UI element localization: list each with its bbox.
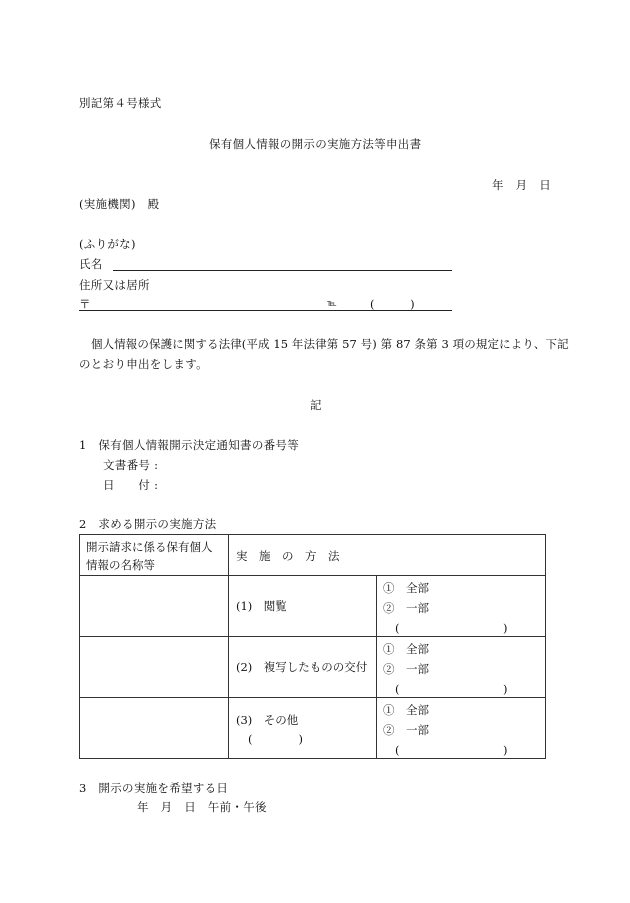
option-detail-parens[interactable]: ( )	[395, 743, 508, 757]
option-partial[interactable]: ② 一部	[383, 601, 429, 615]
body-line-1: 個人情報の保護に関する法律(平成 15 年法律第 57 号) 第 87 条第 3 項の規定により、下記	[91, 337, 569, 351]
option-all[interactable]: ① 全部	[383, 703, 429, 717]
col1-header: 開示請求に係る保有個人 情報の名称等	[80, 535, 229, 576]
postal-mark: 〒	[79, 297, 91, 311]
furigana-label: (ふりがな)	[79, 237, 136, 251]
tel-parens: ( )	[370, 297, 415, 311]
col2-header: 実 施 の 方 法	[229, 535, 546, 576]
option-cell	[377, 576, 546, 637]
submission-date: 年 月 日	[492, 178, 551, 192]
table-row	[80, 637, 546, 698]
section-1-heading: 1 保有個人情報開示決定通知書の番号等	[79, 438, 300, 452]
info-name-cell[interactable]	[80, 698, 229, 759]
option-partial[interactable]: ② 一部	[383, 662, 429, 676]
option-detail-parens[interactable]: ( )	[395, 621, 508, 635]
address-underline	[79, 310, 452, 311]
method-cell: (3) その他 ( )	[229, 698, 377, 759]
option-all[interactable]: ① 全部	[383, 642, 429, 656]
document-number-label: 文書番号 :	[103, 458, 159, 472]
form-label: 別記第４号様式	[79, 96, 162, 110]
table-row	[80, 576, 546, 637]
addressee: (実施機関) 殿	[79, 197, 160, 211]
method-cell: (1) 閲覧	[229, 576, 377, 637]
section-2-heading: 2 求める開示の実施方法	[79, 517, 217, 531]
body-line-2: のとおり申出をします。	[79, 357, 208, 371]
other-detail-parens[interactable]: ( )	[248, 732, 303, 746]
option-detail-parens[interactable]: ( )	[395, 682, 508, 696]
tel-label: ℡	[327, 299, 337, 309]
ki-heading: 記	[310, 398, 322, 412]
address-label: 住所又は居所	[79, 278, 150, 292]
method-table	[79, 534, 546, 759]
name-underline	[113, 270, 452, 271]
option-cell	[377, 637, 546, 698]
preferred-date-line: 年 月 日 午前・午後	[137, 800, 267, 814]
info-name-cell[interactable]	[80, 576, 229, 637]
name-label: 氏名	[79, 257, 103, 271]
info-name-cell[interactable]	[80, 637, 229, 698]
option-partial[interactable]: ② 一部	[383, 723, 429, 737]
method-cell: (2) 複写したものの交付	[229, 637, 377, 698]
page-title: 保有個人情報の開示の実施方法等申出書	[209, 137, 422, 151]
option-all[interactable]: ① 全部	[383, 581, 429, 595]
table-row	[80, 698, 546, 759]
section-3-heading: 3 開示の実施を希望する日	[79, 781, 229, 795]
date-label: 日 付 :	[103, 478, 159, 492]
option-cell	[377, 698, 546, 759]
